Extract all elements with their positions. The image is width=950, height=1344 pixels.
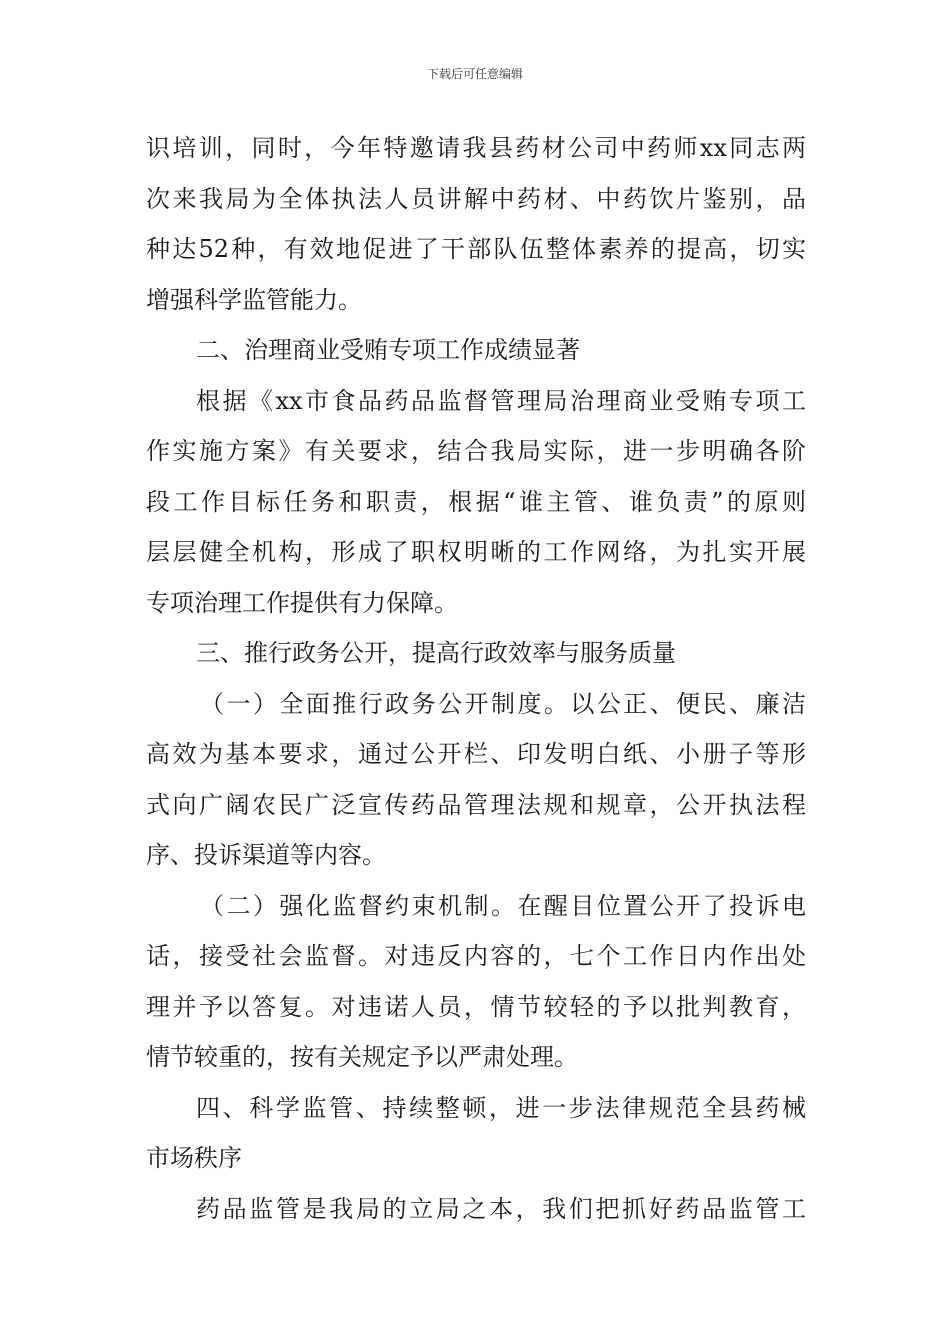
- body-line: 情节较重的，按有关规定予以严肃处理。: [146, 1043, 578, 1071]
- subsection-line: （二）强化监督约束机制。在醒目位置公开了投诉电: [200, 891, 806, 920]
- section-heading: 二、治理商业受贿专项工作成绩显著: [196, 336, 580, 364]
- body-line: 理并予以答复。对违诺人员，情节较轻的予以批判教育，: [146, 992, 806, 1021]
- body-line: 作实施方案》有关要求，结合我局实际，进一步明确各阶: [146, 437, 806, 465]
- body-line: 层层健全机构，形成了职权明晰的工作网络，为扎实开展: [146, 538, 806, 566]
- document-body: [146, 123, 806, 1234]
- body-line: 药品监管是我局的立局之本，我们把抓好药品监管工: [196, 1194, 806, 1223]
- body-line: 高效为基本要求，通过公开栏、印发明白纸、小册子等形: [146, 740, 806, 768]
- section-heading: 四、科学监管、持续整顿，进一步法律规范全县药械: [196, 1093, 806, 1122]
- body-line: 识培训，同时，今年特邀请我县药材公司中药师xx同志两: [146, 134, 806, 162]
- subsection-line: （一）全面推行政务公开制度。以公正、便民、廉洁: [200, 689, 806, 718]
- body-line: 话，接受社会监督。对违反内容的，七个工作日内作出处: [146, 942, 806, 970]
- body-line: 种达52种，有效地促进了干部队伍整体素养的提高，切实: [146, 235, 806, 263]
- body-line: 增强科学监管能力。: [146, 285, 362, 314]
- page-header: 下载后可任意编辑: [426, 67, 523, 81]
- body-line: 专项治理工作提供有力保障。: [146, 588, 458, 617]
- section-heading-continued: 市场秩序: [146, 1144, 242, 1172]
- body-line: 次来我局为全体执法人员讲解中药材、中药饮片鉴别，品: [146, 184, 806, 213]
- body-line: 根据《xx市食品药品监督管理局治理商业受贿专项工: [196, 386, 806, 415]
- body-line: 式向广阔农民广泛宣传药品管理法规和规章，公开执法程: [146, 790, 806, 819]
- section-heading: 三、推行政务公开，提高行政效率与服务质量: [196, 639, 676, 667]
- body-line: 序、投诉渠道等内容。: [146, 841, 386, 869]
- body-line: 段工作目标任务和职责，根据“谁主管、谁负责”的原则: [146, 487, 806, 516]
